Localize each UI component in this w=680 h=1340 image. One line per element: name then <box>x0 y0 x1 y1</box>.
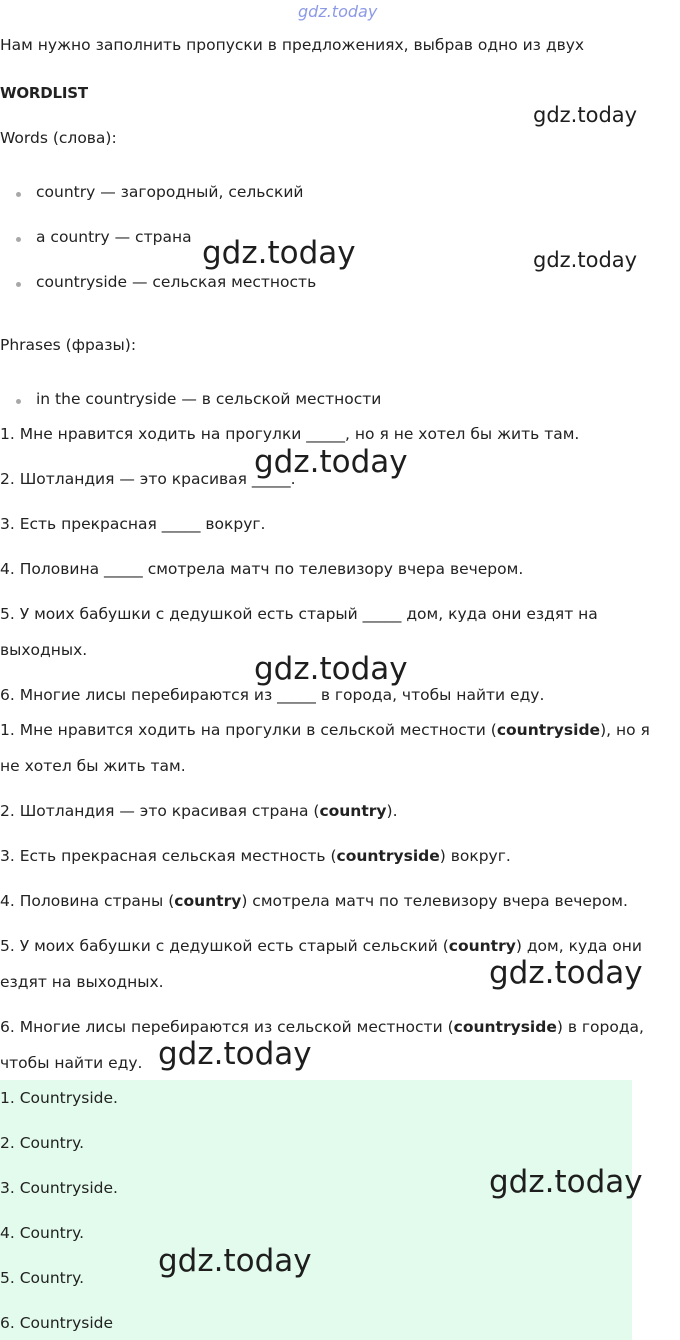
bullet-icon <box>16 282 21 287</box>
bullet-icon <box>16 237 21 242</box>
words-label: Words (слова): <box>0 129 117 147</box>
watermark: gdz.today <box>489 955 643 991</box>
bullet-icon <box>16 192 21 197</box>
watermark: gdz.today <box>533 103 638 127</box>
solution-text: ). <box>386 802 398 820</box>
watermark: gdz.today <box>254 651 408 687</box>
solution-text: ) в города, <box>556 1018 644 1036</box>
solution-4 <box>0 892 628 910</box>
answer-word: country <box>448 937 516 955</box>
intro-text: Нам нужно заполнить пропуски в предложениях, выбрав одно из двух <box>0 36 585 54</box>
task-4: 4. Половина _____ смотрела матч по телевизору вчера вечером. <box>0 560 524 578</box>
watermark: gdz.today <box>158 1036 312 1072</box>
answer-word: countryside <box>453 1018 557 1036</box>
phrases-label: Phrases (фразы): <box>0 336 137 354</box>
task-3: 3. Есть прекрасная _____ вокруг. <box>0 515 266 533</box>
solution-text: 5. У моих бабушки с дедушкой есть старый сельский ( <box>0 937 449 955</box>
phrase-item-text: in the countryside — в сельской местности <box>36 390 382 408</box>
task-6: 6. Многие лисы перебираются из _____ в города, чтобы найти еду. <box>0 686 545 704</box>
solution-text: 1. Мне нравится ходить на прогулки в сельской местности ( <box>0 721 497 739</box>
answer-5: 5. Country. <box>0 1269 85 1287</box>
task-5-line-2: выходных. <box>0 641 88 659</box>
solution-6-line-2: чтобы найти еду. <box>0 1054 143 1072</box>
word-item-text: a country — страна <box>36 228 192 246</box>
watermark: gdz.today <box>254 444 408 480</box>
solution-text: ), но я <box>600 721 650 739</box>
watermark: gdz.today <box>202 235 356 271</box>
answers-box <box>0 1080 632 1340</box>
answer-word: countryside <box>496 721 601 739</box>
word-item-text: countryside — сельская местность <box>36 273 317 291</box>
solution-text: ) смотрела матч по телевизору вчера вечером. <box>241 892 628 910</box>
watermark: gdz.today <box>158 1243 312 1279</box>
answer-3: 3. Countryside. <box>0 1179 118 1197</box>
wordlist-heading: WORDLIST <box>0 84 88 102</box>
answer-word: countryside <box>336 847 440 865</box>
watermark: gdz.today <box>489 1164 643 1200</box>
solution-text: ) дом, куда они <box>515 937 642 955</box>
solution-6-line-1 <box>0 1018 644 1036</box>
solution-text: ) вокруг. <box>439 847 511 865</box>
solution-text: 4. Половина страны ( <box>0 892 175 910</box>
watermark: gdz.today <box>533 248 638 272</box>
bullet-icon <box>16 399 21 404</box>
solution-text: 3. Есть прекрасная сельская местность ( <box>0 847 337 865</box>
solution-text: 2. Шотландия — это красивая страна ( <box>0 802 320 820</box>
solution-2 <box>0 802 398 820</box>
solution-5-line-1 <box>0 937 642 955</box>
answer-word: country <box>319 802 387 820</box>
task-5-line-1: 5. У моих бабушки с дедушкой есть старый _____ дом, куда они ездят на <box>0 605 598 623</box>
answer-6: 6. Countryside <box>0 1314 114 1332</box>
word-item-text: country — загородный, сельский <box>36 183 304 201</box>
answer-1: 1. Countryside. <box>0 1089 118 1107</box>
answer-4: 4. Country. <box>0 1224 85 1242</box>
solution-3 <box>0 847 511 865</box>
task-1: 1. Мне нравится ходить на прогулки _____, но я не хотел бы жить там. <box>0 425 580 443</box>
solution-1-line-2: не хотел бы жить там. <box>0 757 186 775</box>
solution-text: 6. Многие лисы перебираются из сельской местности ( <box>0 1018 454 1036</box>
solution-1-line-1 <box>0 721 650 739</box>
solution-5-line-2: ездят на выходных. <box>0 973 164 991</box>
answer-word: country <box>174 892 242 910</box>
site-logo[interactable]: gdz.today <box>298 2 378 21</box>
answer-2: 2. Country. <box>0 1134 85 1152</box>
task-2: 2. Шотландия — это красивая _____. <box>0 470 296 488</box>
